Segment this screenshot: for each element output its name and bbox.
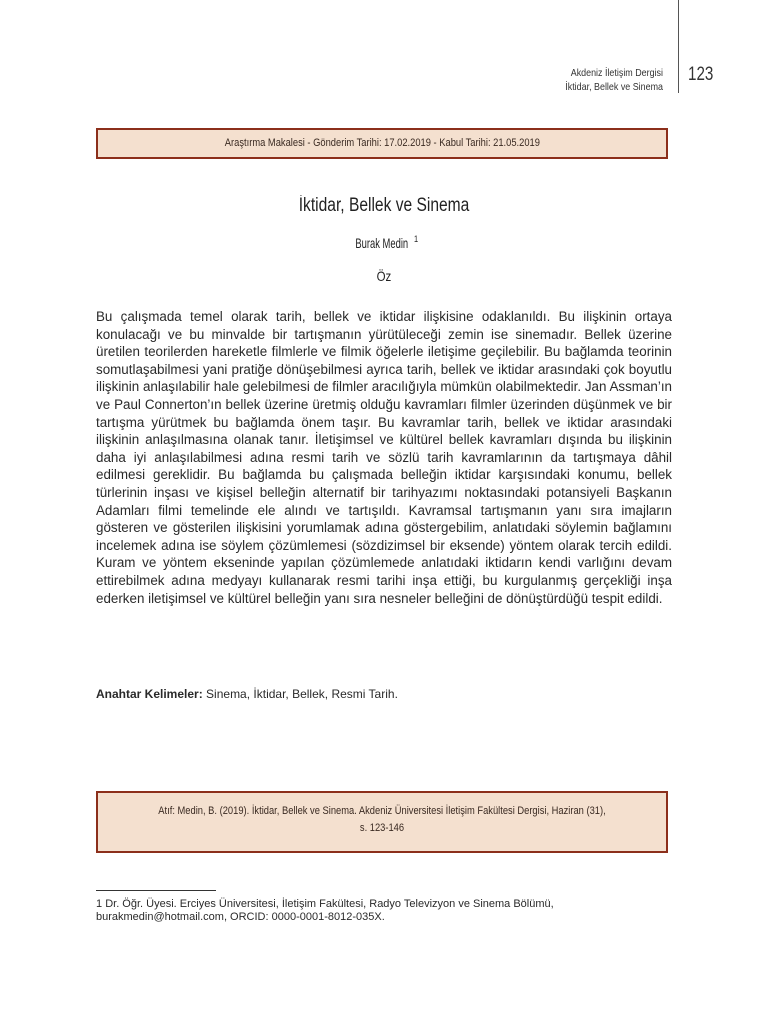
footnote-text: Dr. Öğr. Üyesi. Erciyes Üniversitesi, İletişim Fakültesi, Radyo Televizyon ve Sinema Bölümü, burakmedin@hotmail.com, ORCID: 0000-0001-8012-035X. bbox=[96, 898, 554, 923]
journal-name: Akdeniz İletişim Dergisi bbox=[570, 67, 663, 79]
keywords-label: Anahtar Kelimeler: bbox=[96, 687, 203, 701]
footnote-divider bbox=[96, 890, 216, 891]
keywords bbox=[96, 687, 672, 701]
article-type-box bbox=[96, 128, 668, 159]
abstract-text: Bu çalışmada temel olarak tarih, bellek ve iktidar ilişkisine odaklanıldı. Bu ilişkinin ortaya konulacağı ve bu minvalde bir tartışmanın yürütüleceği zemin ise sinemadır. Bellek üzerine üretilen teorilerden hareketle filmlerle ve filmik öğelerle iletişime geçilebilir. Bu bağlamda teorinin somutlaşabilmesi yani pratiğe dönüşebilmesi ayrıca tarih, bellek ve iktidar arasındaki çok boyutlu ilişkinin anlaşılabilir hale gelebilmesi de filmler aracılığıyla mümkün olabilmektedir. Jan Assman’ın ve Paul Connerton’ın bellek üzerine üretmiş olduğu kavramları filmler üzerinden düşünmek ve bir tartışma yürütmek bu bağlamda önem taşır. Bu kavramlar tarih, bellek ve iktidar arasındaki ilişkinin anlaşılmasına olanak tanır. İletişimsel ve kültürel bellek kavramları dışında bu ilişkinin daha iyi anlaşılabilmesi adına resmi tarih ve sözlü tarih kavramlarının da tartışmaya dâhil edilmesi gereklidir. Bu bağlamda bu çalışmada belleğin iktidar karşısındaki konumu, bellek türlerinin inşası ve kişisel belleğin alternatif bir tarihyazımı noktasındaki potansiyeli Başkanın Adamları filmi temelinde ele alındı ve tartışıldı. Kavramsal tartışmanın yanı sıra imajların gösteren ve gösterilen ilişkisini yorumlamak adına göstergebilim, anlatıdaki söylemin bağlamını incelemek adına ise söylem çözümlemesi (sözdizimsel bir eksende) yöntem olarak tercih edildi. Kuram ve yöntem ekseninde yapılan çözümlemede anlatıdaki iktidarın kendi varlığını devam ettirebilmek adına medyayı kullanarak resmi tarihi inşa ettiği, bu kurgulanmış gerçekliği inşa ederken iletişimsel ve kültürel belleğin yanı sıra nesneler belleğini de dönüştürdüğü tespit edildi. bbox=[96, 309, 672, 606]
footnote-mark: 1 bbox=[96, 898, 103, 910]
page-number: 123 bbox=[688, 64, 714, 85]
keywords-values: Sinema, İktidar, Bellek, Resmi Tarih. bbox=[206, 687, 398, 701]
author-footnote-mark: 1 bbox=[414, 234, 419, 244]
citation-box bbox=[96, 791, 668, 853]
author-line bbox=[0, 234, 768, 251]
header-divider bbox=[678, 0, 679, 93]
article-type-text: Araştırma Makalesi - Gönderim Tarihi: 17.02.2019 - Kabul Tarihi: 21.05.2019 bbox=[224, 137, 540, 149]
abstract-heading: Öz bbox=[376, 268, 392, 284]
running-header bbox=[408, 66, 663, 94]
article-title: İktidar, Bellek ve Sinema bbox=[298, 195, 470, 216]
footnote bbox=[96, 898, 672, 924]
running-title: İktidar, Bellek ve Sinema bbox=[565, 81, 663, 93]
author-name: Burak Medin bbox=[355, 234, 409, 251]
citation-text: Atıf: Medin, B. (2019). İktidar, Bellek ve Sinema. Akdeniz Üniversitesi İletişim Fakültesi Dergisi, Haziran (31), s. 123-146 bbox=[158, 805, 606, 834]
